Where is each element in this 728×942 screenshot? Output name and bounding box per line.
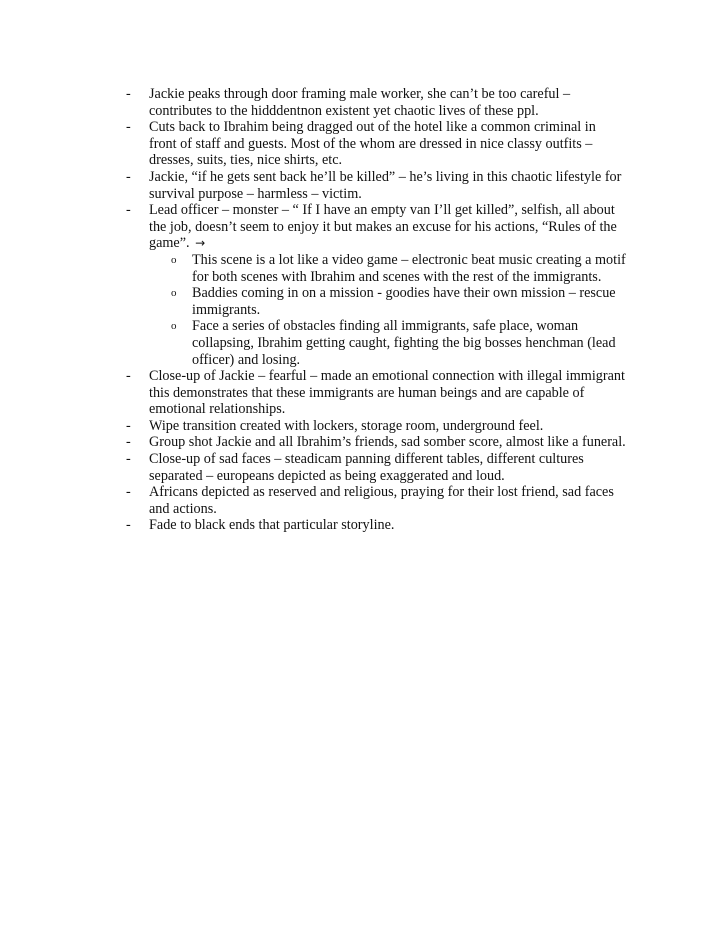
sub-list-item <box>149 285 626 318</box>
list-item-text: Close-up of Jackie – fearful – made an emotional connection with illegal immigrant this demonstrates that these immigrants are human beings and are capable of emotional relationships. <box>149 368 625 418</box>
bullet-marker: - <box>126 484 131 501</box>
list-item <box>126 484 626 517</box>
list-item-text: Cuts back to Ibrahim being dragged out of the hotel like a common criminal in front of staff and guests. Most of the whom are dressed in nice classy outfits – dresses, suits, ties, nice shirts, etc. <box>149 119 596 169</box>
sub-list-item-text: Baddies coming in on a mission - goodies have their own mission – rescue immigrants. <box>192 285 616 318</box>
bullet-marker: - <box>126 417 131 434</box>
sub-list-item <box>149 252 626 285</box>
bullet-marker: - <box>126 86 131 102</box>
list-item <box>126 202 626 368</box>
list-item <box>126 451 626 484</box>
list-item-text: Africans depicted as reserved and religious, praying for their lost friend, sad faces and actions. <box>149 484 614 517</box>
sub-list-item-text: Face a series of obstacles finding all immigrants, safe place, woman collapsing, Ibrahim getting caught, fighting the big bosses henchman (lead officer) and losing. <box>192 318 616 368</box>
notes-list <box>126 86 626 534</box>
list-item <box>126 418 626 435</box>
bullet-marker: - <box>126 434 131 451</box>
sub-bullet-marker: o <box>171 253 177 266</box>
list-item <box>126 517 626 534</box>
list-item-text: Wipe transition created with lockers, storage room, underground feel. <box>149 417 544 434</box>
list-item <box>126 434 626 451</box>
sub-list <box>149 252 626 368</box>
bullet-marker: - <box>126 368 131 385</box>
list-item-text: Jackie peaks through door framing male worker, she can’t be too careful – contributes to the hidddentnon existent yet chaotic lives of these ppl. <box>149 86 571 119</box>
list-item <box>126 86 626 119</box>
bullet-marker: - <box>126 168 131 185</box>
bullet-marker: - <box>126 202 131 219</box>
list-item-text: Lead officer – monster – “ If I have an empty van I’ll get killed”, selfish, all about the job, doesn’t seem to enjoy it but makes an excuse for his actions, “Rules of the game”. <box>149 202 617 252</box>
bullet-marker: - <box>126 451 131 468</box>
list-item-text: Jackie, “if he gets sent back he’ll be killed” – he’s living in this chaotic lifestyle for survival purpose – harmless – victim. <box>149 168 622 202</box>
bullet-marker: - <box>126 119 131 136</box>
list-item-text: Group shot Jackie and all Ibrahim’s friends, sad somber score, almost like a funeral. <box>149 434 626 451</box>
list-item-text: Close-up of sad faces – steadicam panning different tables, different cultures separated – europeans depicted as being exaggerated and loud. <box>149 451 584 484</box>
sub-list-item <box>149 318 626 368</box>
sub-bullet-marker: o <box>171 320 177 333</box>
bullet-marker: - <box>126 517 131 534</box>
list-item-text: Fade to black ends that particular storyline. <box>149 517 395 534</box>
list-item <box>126 368 626 418</box>
list-item <box>126 169 626 202</box>
sub-bullet-marker: o <box>171 287 177 300</box>
list-item <box>126 119 626 169</box>
right-arrow-icon: → <box>195 236 206 251</box>
sub-list-item-text: This scene is a lot like a video game – electronic beat music creating a motif for both scenes with Ibrahim and scenes with the rest of the immigrants. <box>192 251 626 285</box>
